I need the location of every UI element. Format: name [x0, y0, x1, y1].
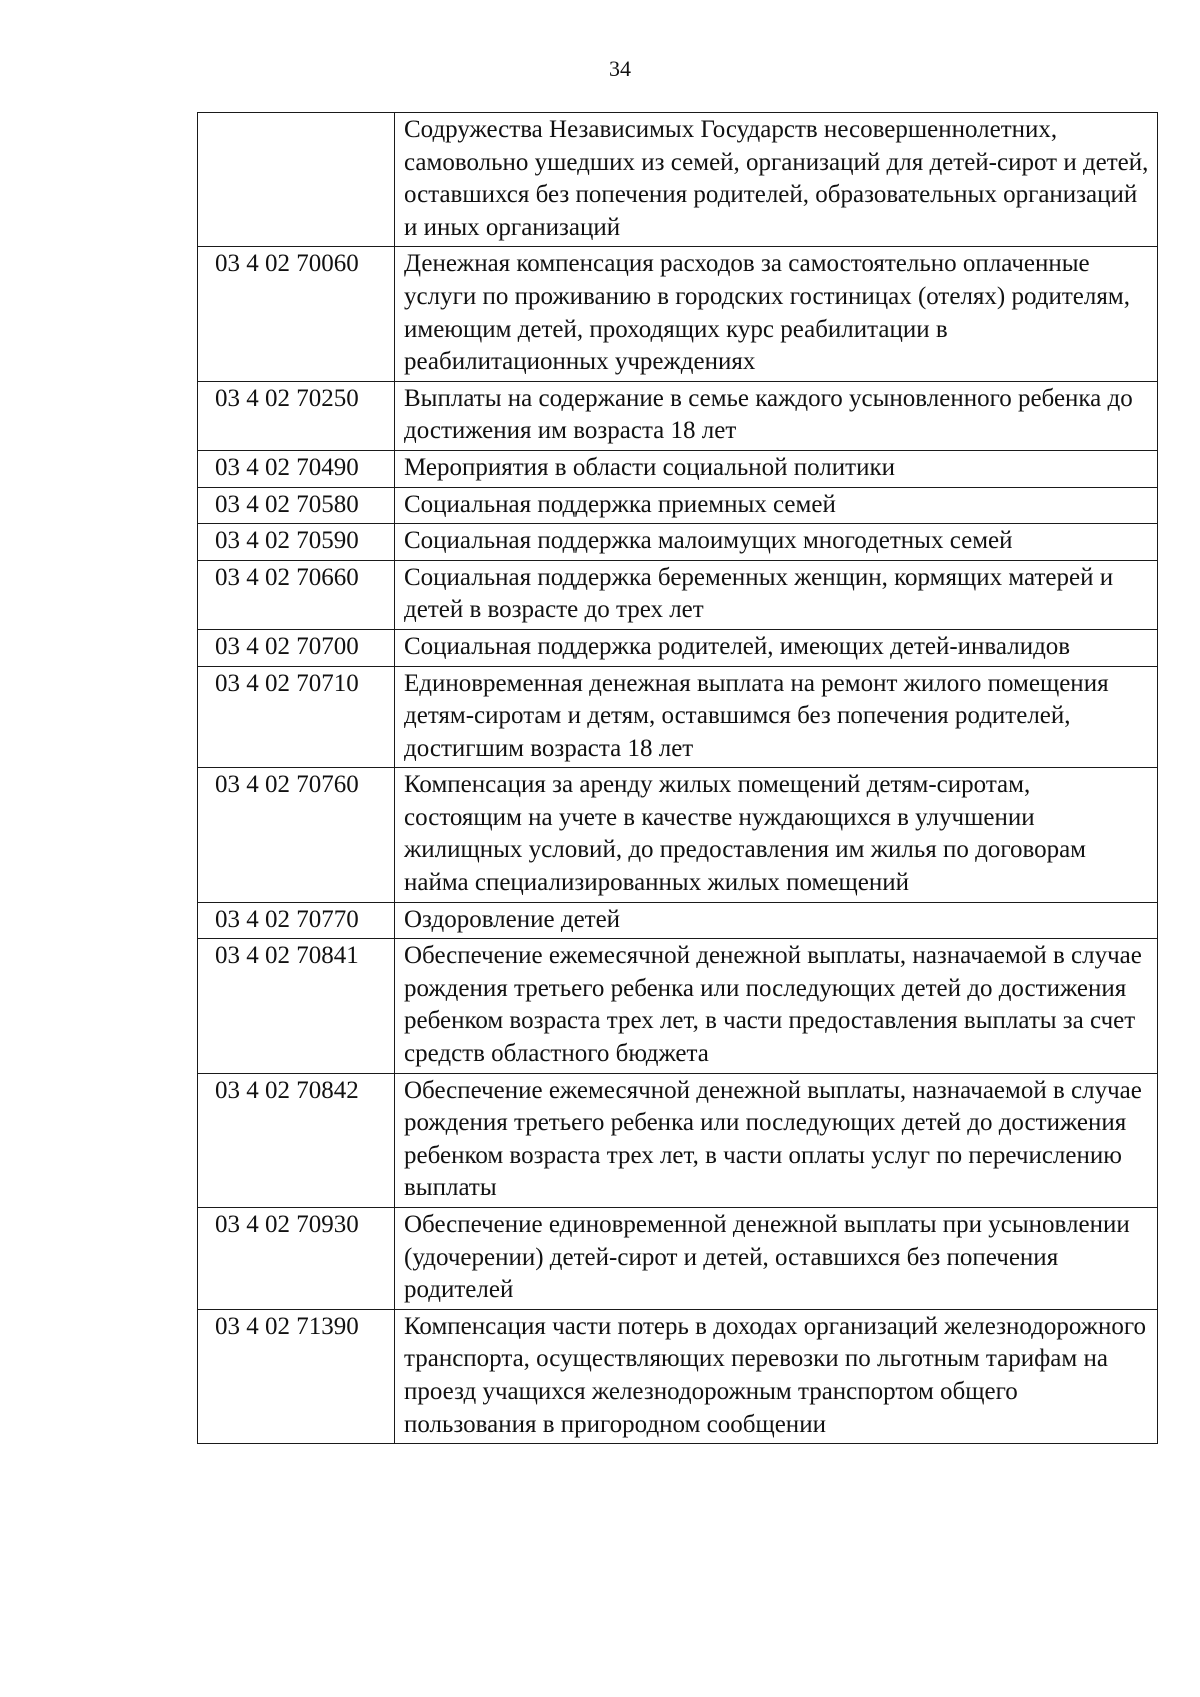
code-cell: 03 4 02 70770 [198, 902, 395, 939]
table-row [198, 247, 1158, 381]
code-cell [198, 113, 395, 247]
table-row [198, 1309, 1158, 1443]
description-cell: Социальная поддержка беременных женщин, кормящих матерей и детей в возрасте до трех лет [395, 560, 1158, 629]
table-row [198, 902, 1158, 939]
code-cell: 03 4 02 70700 [198, 629, 395, 666]
description-cell: Социальная поддержка приемных семей [395, 487, 1158, 524]
description-cell: Мероприятия в области социальной политики [395, 450, 1158, 487]
description-cell: Единовременная денежная выплата на ремонт жилого помещения детям-сиротам и детям, оставшимся без попечения родителей, достигшим возраста 18 лет [395, 666, 1158, 768]
table-row [198, 560, 1158, 629]
code-cell: 03 4 02 70930 [198, 1208, 395, 1310]
description-cell: Обеспечение ежемесячной денежной выплаты, назначаемой в случае рождения третьего ребенка или последующих детей до достижения ребенком возраста трех лет, в части предоставления выплаты за счет средств областного бюджета [395, 939, 1158, 1073]
table-row [198, 1208, 1158, 1310]
description-cell: Выплаты на содержание в семье каждого усыновленного ребенка до достижения им возраста 18 лет [395, 381, 1158, 450]
code-cell: 03 4 02 70590 [198, 524, 395, 561]
table-row [198, 487, 1158, 524]
code-cell: 03 4 02 71390 [198, 1309, 395, 1443]
description-cell: Социальная поддержка родителей, имеющих детей-инвалидов [395, 629, 1158, 666]
description-cell: Компенсация части потерь в доходах организаций железнодорожного транспорта, осуществляющих перевозки по льготным тарифам на проезд учащихся железнодорожным транспортом общего пользования в пригородном сообщении [395, 1309, 1158, 1443]
code-cell: 03 4 02 70580 [198, 487, 395, 524]
description-cell: Обеспечение единовременной денежной выплаты при усыновлении (удочерении) детей-сирот и детей, оставшихся без попечения родителей [395, 1208, 1158, 1310]
table-row [198, 629, 1158, 666]
code-cell: 03 4 02 70842 [198, 1073, 395, 1207]
table-row [198, 1073, 1158, 1207]
code-cell: 03 4 02 70841 [198, 939, 395, 1073]
table-row [198, 113, 1158, 247]
table-row [198, 939, 1158, 1073]
description-cell: Компенсация за аренду жилых помещений детям-сиротам, состоящим на учете в качестве нуждающихся в улучшении жилищных условий, до предоставления им жилья по договорам найма специализированных жилых помещений [395, 768, 1158, 902]
description-cell: Содружества Независимых Государств несовершеннолетних, самовольно ушедших из семей, организаций для детей-сирот и детей, оставшихся без попечения родителей, образовательных организаций и иных организаций [395, 113, 1158, 247]
description-cell: Денежная компенсация расходов за самостоятельно оплаченные услуги по проживанию в городских гостиницах (отелях) родителям, имеющим детей, проходящих курс реабилитации в реабилитационных учреждениях [395, 247, 1158, 381]
description-cell: Социальная поддержка малоимущих многодетных семей [395, 524, 1158, 561]
table-row [198, 768, 1158, 902]
table-row [198, 666, 1158, 768]
code-cell: 03 4 02 70760 [198, 768, 395, 902]
table-row [198, 524, 1158, 561]
code-cell: 03 4 02 70710 [198, 666, 395, 768]
code-cell: 03 4 02 70060 [198, 247, 395, 381]
description-cell: Оздоровление детей [395, 902, 1158, 939]
table-row [198, 450, 1158, 487]
budget-code-table [197, 112, 1158, 1444]
page-number: 34 [609, 56, 631, 81]
code-cell: 03 4 02 70250 [198, 381, 395, 450]
table-row [198, 381, 1158, 450]
description-cell: Обеспечение ежемесячной денежной выплаты, назначаемой в случае рождения третьего ребенка или последующих детей до достижения ребенком возраста трех лет, в части оплаты услуг по перечислению выплаты [395, 1073, 1158, 1207]
budget-code-table-body [198, 113, 1158, 1444]
code-cell: 03 4 02 70660 [198, 560, 395, 629]
code-cell: 03 4 02 70490 [198, 450, 395, 487]
